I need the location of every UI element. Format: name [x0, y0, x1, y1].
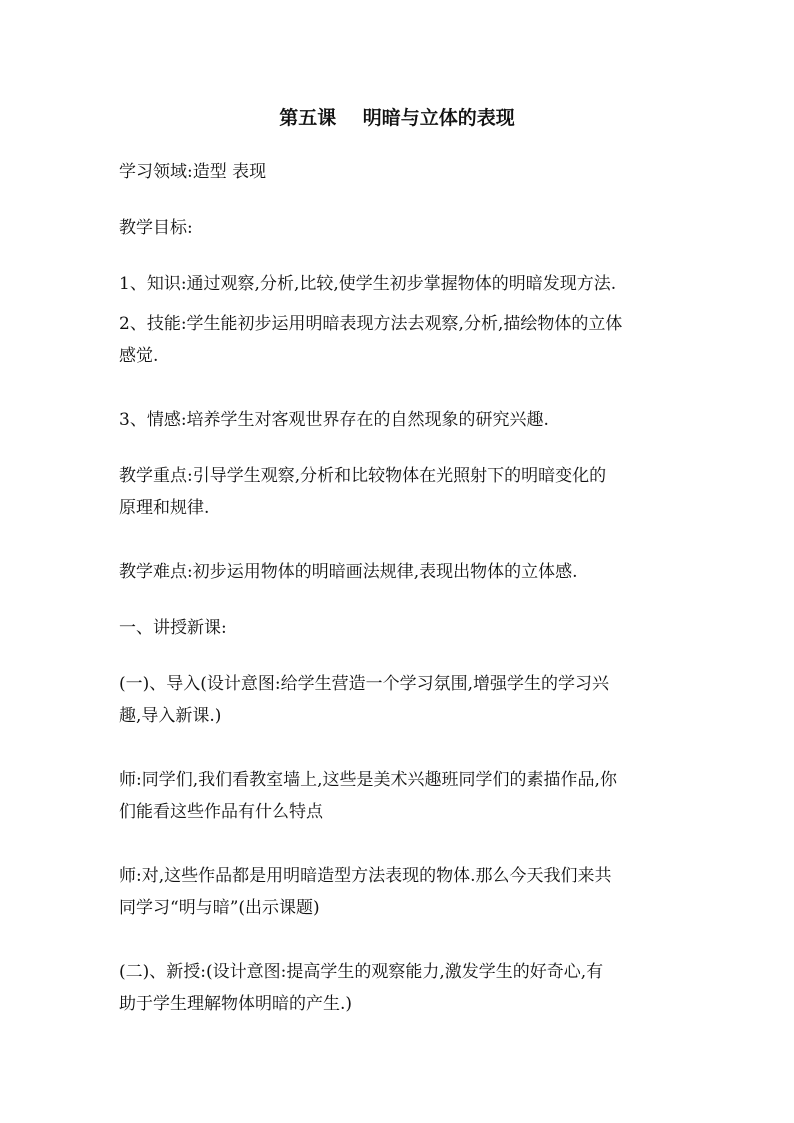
text-line: 教学目标: [119, 218, 193, 238]
paragraph-difficulties [119, 556, 679, 588]
text-line: 3、情感:培养学生对客观世界存在的自然现象的研究兴趣. [119, 410, 549, 430]
paragraph-teacher-1 [119, 764, 679, 828]
paragraph-key-points [119, 460, 679, 524]
text-line: 1、知识:通过观察,分析,比较,使学生初步掌握物体的明暗发现方法. [119, 274, 617, 294]
text-line: 教学难点:初步运用物体的明暗画法规律,表现出物体的立体感. [119, 562, 578, 582]
section-heading-new-lesson [119, 612, 679, 644]
text-line: 助于学生理解物体明暗的产生.) [119, 994, 353, 1014]
paragraph-study-area [119, 156, 679, 188]
text-line: (一)、导入(设计意图:给学生营造一个学习氛围,增强学生的学习兴 [119, 674, 610, 694]
text-line: 学习领域:造型 表现 [119, 162, 267, 182]
page-title: 第五课 明暗与立体的表现 [279, 107, 515, 129]
text-line: 感觉. [119, 346, 159, 366]
text-line: 师:同学们,我们看教室墙上,这些是美术兴趣班同学们的素描作品,你 [119, 770, 617, 790]
paragraph-goal-skill [119, 308, 679, 372]
text-line: 教学重点:引导学生观察,分析和比较物体在光照射下的明暗变化的 [119, 466, 607, 486]
text-line: 同学习“明与暗”(出示课题) [119, 898, 320, 918]
paragraph-new-teaching [119, 956, 679, 1020]
text-line: 们能看这些作品有什么特点 [119, 802, 323, 822]
paragraph-goal-knowledge [119, 268, 679, 300]
paragraph-teaching-goals [119, 212, 679, 244]
text-line: (二)、新授:(设计意图:提高学生的观察能力,激发学生的好奇心,有 [119, 962, 604, 982]
text-line: 趣,导入新课.) [119, 706, 222, 726]
text-line: 一、讲授新课: [119, 618, 227, 638]
text-line: 2、技能:学生能初步运用明暗表现方法去观察,分析,描绘物体的立体 [119, 314, 623, 334]
paragraph-teacher-2 [119, 860, 679, 924]
paragraph-introduction [119, 668, 679, 732]
text-line: 原理和规律. [119, 498, 210, 518]
text-line: 师:对,这些作品都是用明暗造型方法表现的物体.那么今天我们来共 [119, 866, 612, 886]
paragraph-goal-emotion [119, 404, 679, 436]
